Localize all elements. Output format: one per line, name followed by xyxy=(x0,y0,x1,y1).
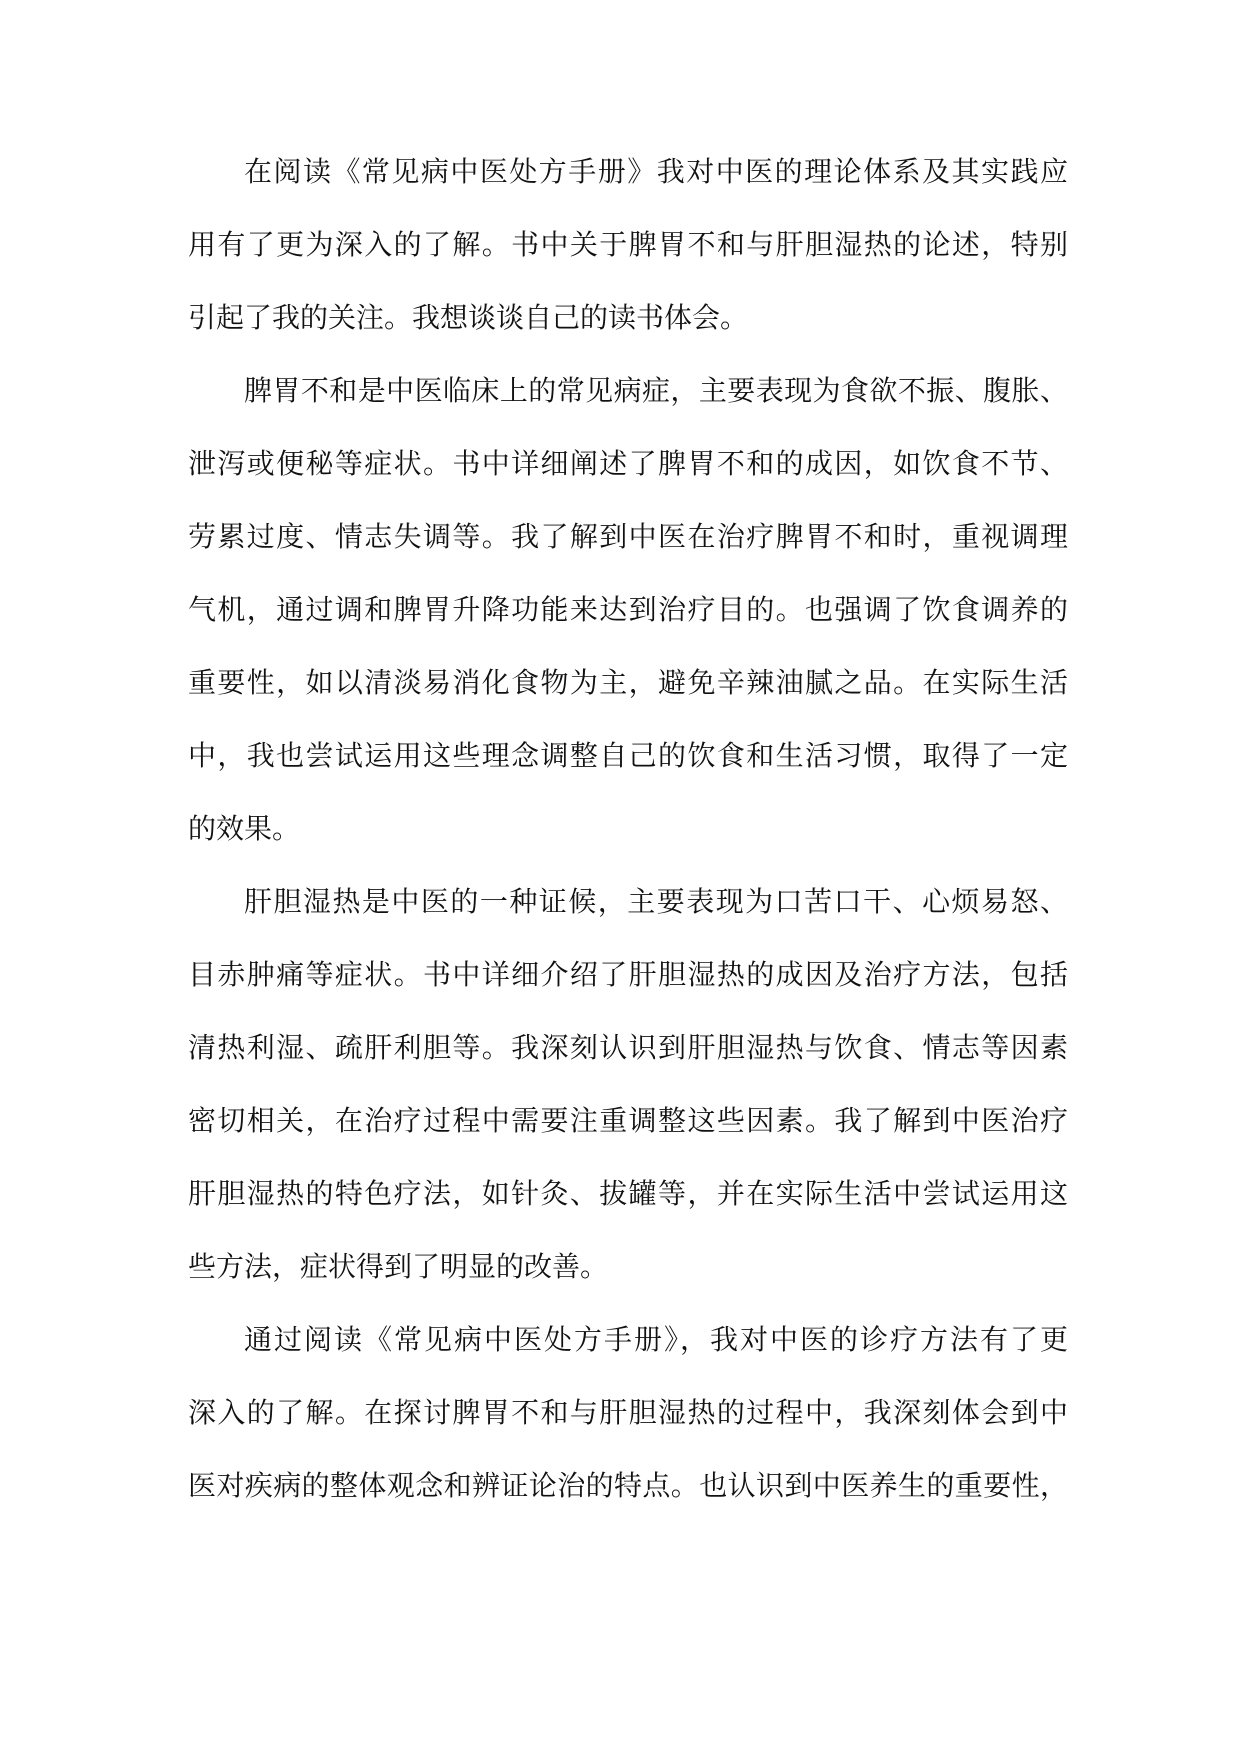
text-line: 脾胃不和是中医临床上的常见病症，主要表现为食欲不振、腹胀、 xyxy=(244,374,1068,407)
text-line: 泄泻或便秘等症状。书中详细阐述了脾胃不和的成因，如饮食不节、 xyxy=(188,447,1068,480)
text-line: 肝胆湿热是中医的一种证候，主要表现为口苦口干、心烦易怒、 xyxy=(244,885,1068,918)
text-line: 目赤肿痛等症状。书中详细介绍了肝胆湿热的成因及治疗方法，包括 xyxy=(188,958,1068,991)
text-line: 清热利湿、疏肝利胆等。我深刻认识到肝胆湿热与饮食、情志等因素 xyxy=(188,1031,1068,1064)
text-line: 气机，通过调和脾胃升降功能来达到治疗目的。也强调了饮食调养的 xyxy=(188,593,1068,626)
paragraph-1 xyxy=(188,142,1068,361)
text-line: 劳累过度、情志失调等。我了解到中医在治疗脾胃不和时，重视调理 xyxy=(188,520,1068,553)
paragraph-2 xyxy=(188,361,1068,872)
body-text xyxy=(188,142,1068,1529)
text-line: 肝胆湿热的特色疗法，如针灸、拔罐等，并在实际生活中尝试运用这 xyxy=(188,1177,1068,1210)
text-line: 用有了更为深入的了解。书中关于脾胃不和与肝胆湿热的论述，特别 xyxy=(188,228,1068,261)
text-line: 引起了我的关注。我想谈谈自己的读书体会。 xyxy=(188,301,749,334)
paragraph-4 xyxy=(188,1310,1068,1529)
text-line: 医对疾病的整体观念和辨证论治的特点。也认识到中医养生的重要性， xyxy=(188,1469,1068,1502)
text-line: 密切相关，在治疗过程中需要注重调整这些因素。我了解到中医治疗 xyxy=(188,1104,1068,1137)
text-line: 中，我也尝试运用这些理念调整自己的饮食和生活习惯，取得了一定 xyxy=(188,739,1068,772)
text-line: 通过阅读《常见病中医处方手册》，我对中医的诊疗方法有了更 xyxy=(244,1323,1068,1356)
text-line: 重要性，如以清淡易消化食物为主，避免辛辣油腻之品。在实际生活 xyxy=(188,666,1068,699)
text-line: 的效果。 xyxy=(188,812,301,845)
text-line: 深入的了解。在探讨脾胃不和与肝胆湿热的过程中，我深刻体会到中 xyxy=(188,1396,1068,1429)
text-line: 些方法，症状得到了明显的改善。 xyxy=(188,1250,609,1283)
text-line: 在阅读《常见病中医处方手册》我对中医的理论体系及其实践应 xyxy=(244,155,1068,188)
paragraph-3 xyxy=(188,872,1068,1310)
